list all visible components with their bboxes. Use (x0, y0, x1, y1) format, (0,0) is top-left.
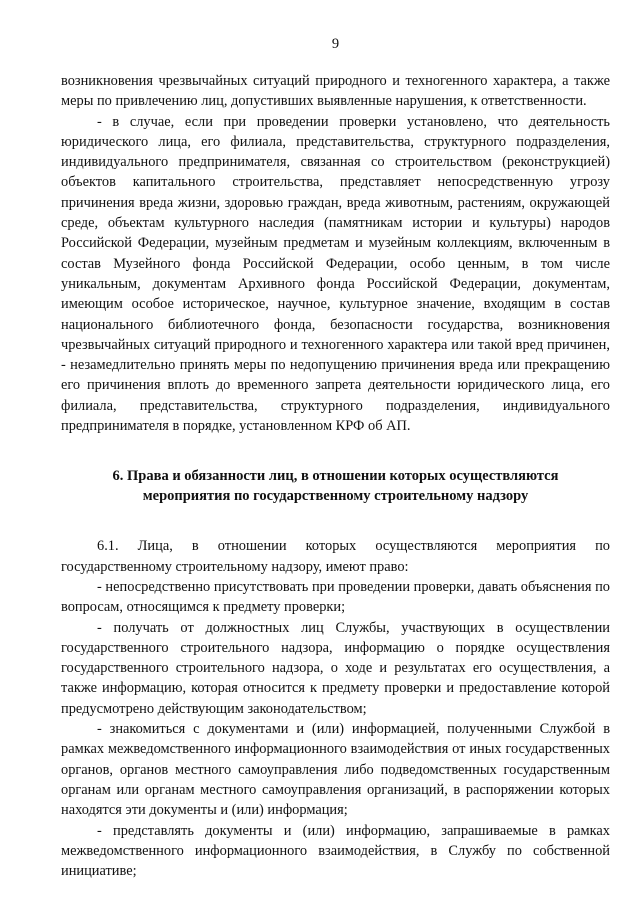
paragraph: - знакомиться с документами и (или) информацией, полученными Службой в рамках межведомственного информационного взаимодействия от иных государственных органов, органов местного самоуправления либо подведомственных государственным органам или органам местного самоуправления организаций, в распоряжении которых находятся эти документы и (или) информация; (61, 721, 610, 819)
paragraph: - представлять документы и (или) информацию, запрашиваемые в рамках межведомственного информационного взаимодействия, в Службу по собственной инициативе; (61, 822, 610, 880)
paragraph: - в случае, если при проведении проверки установлено, что деятельность юридического лица, его филиала, представительства, структурного подразделения, индивидуального предпринимателя, связанная со строительством (реконструкцией) объектов капитального строительства, представляет непосредственную угрозу причинения вреда жизни, здоровью граждан, вреда животным, растениям, окружающей среде, объектам культурного наследия (памятникам истории и культуры) народов Российской Федерации, музейным предметам и музейным коллекциям, включенным в состав Музейного фонда Российской Федерации, особо ценным, в том числе уникальным, документам Архивного фонда Российской Федерации, документам, имеющим особое историческое, научное, культурное значение, входящим в состав национального библиотечного фонда, безопасности государства, возникновения чрезвычайных ситуаций природного и техногенного характера или такой вред причинен, - незамедлительно принять меры по недопущению причинения вреда или прекращению его причинения вплоть до временного запрета деятельности юридического лица, его филиала, представительства, структурного подразделения, индивидуального предпринимателя в порядке, установленном КРФ об АП. (61, 113, 610, 435)
section-heading (61, 466, 610, 506)
document-page (61, 34, 610, 881)
paragraph: возникновения чрезвычайных ситуаций природного и техногенного характера, а также меры по привлечению лиц, допустивших выявленные нарушения, к ответственности. (61, 73, 610, 110)
section-heading-line-1: 6. Права и обязанности лиц, в отношении которых осуществляются (112, 468, 559, 485)
section-heading-line-2: мероприятия по государственному строительному надзору (142, 488, 529, 505)
paragraph: - получать от должностных лиц Службы, участвующих в осуществлении государственного строительного надзора, информацию о порядке осуществления государственного строительного надзора, о ходе и результатах его осуществления, а также информацию, которая относится к предмету проверки и предоставление которой предусмотрено действующим законодательством; (61, 619, 610, 717)
paragraph: 6.1. Лица, в отношении которых осуществляются мероприятия по государственному строительному надзору, имеют право: (61, 538, 610, 575)
page-number: 9 (331, 36, 340, 52)
paragraph: - непосредственно присутствовать при проведении проверки, давать объяснения по вопросам, относящимся к предмету проверки; (61, 578, 610, 616)
text-block-before (61, 71, 610, 436)
text-block-after (61, 536, 610, 881)
